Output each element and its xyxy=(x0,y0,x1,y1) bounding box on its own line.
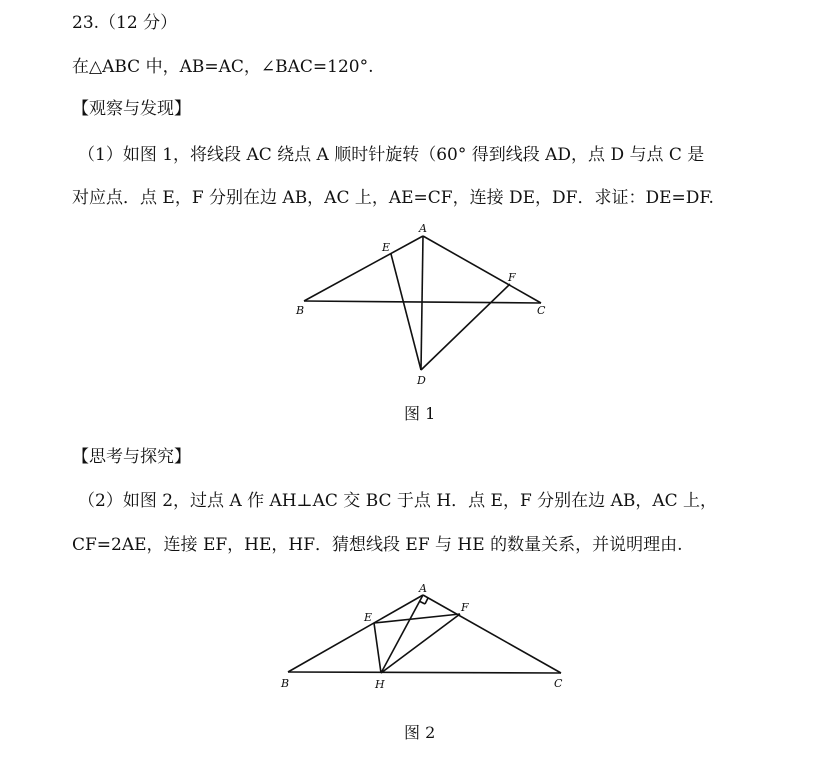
fig1-label-B: B xyxy=(296,304,305,317)
fig1-label-D: D xyxy=(417,374,426,387)
section-heading-observe: 【观察与发现】 xyxy=(72,99,191,119)
fig2-label-C: C xyxy=(554,677,563,690)
fig2-label-B: B xyxy=(281,677,290,690)
right-angle-mark-b xyxy=(419,601,425,604)
segment-HF xyxy=(381,614,460,673)
right-angle-mark-a xyxy=(425,598,428,604)
segment-BC xyxy=(288,672,561,673)
fig2-label-F: F xyxy=(461,601,469,614)
fig2-label-H: H xyxy=(375,678,385,691)
question-number: 23.（12 分） xyxy=(72,13,178,33)
fig1-label-A: A xyxy=(419,222,427,235)
part1-text-line1: （1）如图 1，将线段 AC 绕点 A 顺时针旋转（60° 得到线段 AD，点 D 与点 C 是 xyxy=(78,145,705,165)
section-heading-explore: 【思考与探究】 xyxy=(72,447,191,467)
figure-2-caption: 图 2 xyxy=(404,723,436,742)
fig1-label-E: E xyxy=(382,241,391,254)
figure-1-caption: 图 1 xyxy=(404,404,436,423)
fig1-label-C: C xyxy=(537,304,546,317)
part2-text-line1: （2）如图 2，过点 A 作 AH⊥AC 交 BC 于点 H．点 E，F 分别在边 AB，AC 上， xyxy=(78,491,718,511)
segment-AC xyxy=(423,595,561,673)
fig1-label-F: F xyxy=(508,271,516,284)
part1-text-line2: 对应点．点 E，F 分别在边 AB，AC 上，AE=CF，连接 DE，DF．求证：DE=DF. xyxy=(72,188,714,208)
segment-HE xyxy=(374,623,381,673)
fig2-label-E: E xyxy=(364,611,373,624)
fig2-label-A: A xyxy=(419,582,427,595)
part2-text-line2: CF=2AE，连接 EF，HE，HF．猜想线段 EF 与 HE 的数量关系，并说明理由. xyxy=(72,535,683,555)
problem-condition: 在△ABC 中，AB=AC，∠BAC=120°. xyxy=(72,57,374,77)
